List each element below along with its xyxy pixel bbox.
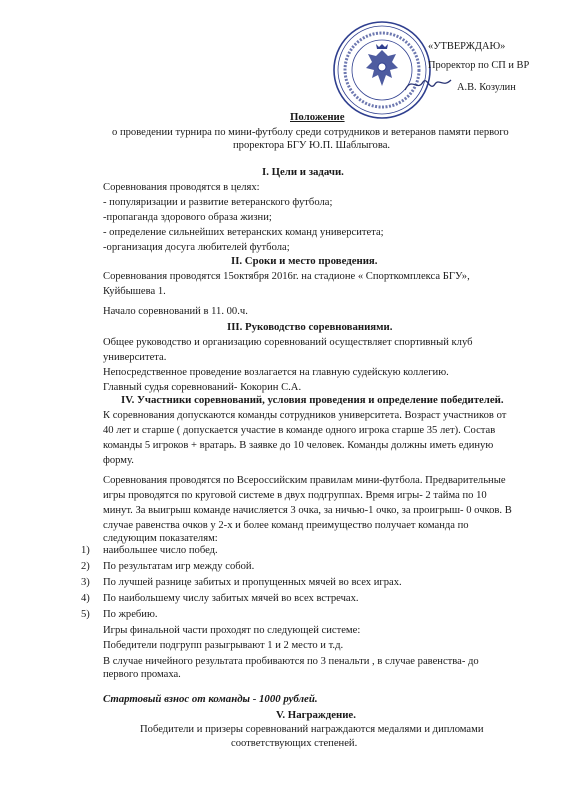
list-item-number: 2): [81, 561, 90, 572]
section-2-line: Куйбышева 1.: [103, 286, 166, 297]
approval-title: «УТВЕРЖДАЮ»: [428, 41, 506, 52]
section-1-heading: I. Цели и задачи.: [262, 166, 344, 178]
list-item: [81, 592, 359, 605]
section-2-line: Соревнования проводятся 15октября 2016г. на стадионе « Спорткомплекса БГУ»,: [103, 271, 470, 282]
list-item: [81, 576, 402, 589]
list-item-text: По наибольшему числу забитых мячей во всех встречах.: [103, 593, 359, 604]
section-1-line: -организация досуга любителей футбола;: [103, 242, 290, 253]
document-title: Положение: [290, 111, 345, 123]
section-2-heading: II. Сроки и место проведения.: [231, 255, 378, 267]
section-1-line: - популяризации и развитие ветеранского футбола;: [103, 197, 333, 208]
section-4-para2-line: Соревнования проводятся по Всероссийским правилам мини-футбола. Предварительные: [103, 475, 506, 486]
section-3-line: Общее руководство и организацию соревнований осуществляет спортивный клуб: [103, 337, 473, 348]
list-item-text: наибольшее число побед.: [103, 545, 218, 556]
list-item-text: По жребию.: [103, 609, 158, 620]
document-subtitle-line2: проректора БГУ Ю.П. Шаблыгова.: [233, 140, 391, 151]
section-2-line: Начало соревнований в 11. 00.ч.: [103, 306, 248, 317]
section-5-line: Победители и призеры соревнований награждаются медалями и дипломами: [140, 724, 484, 735]
list-item: [81, 608, 158, 621]
section-4-para2-line: следующим показателям:: [103, 533, 218, 544]
section-5-heading: V. Награждение.: [276, 709, 356, 721]
section-4-para1-line: 40 лет и старше ( допускается участие в команде одного игрока старше 35 лет). Состав: [103, 425, 496, 436]
list-item-number: 1): [81, 545, 90, 556]
signature-icon: [402, 72, 454, 96]
section-3-line: Непосредственное проведение возлагается на главную судейскую коллегию.: [103, 367, 449, 378]
section-1-line: - определение сильнейших ветеранских команд университета;: [103, 227, 384, 238]
section-4-para1-line: команды 5 игроков + вратарь. В заявке до 10 человек. Команды должны иметь единую: [103, 440, 494, 451]
approval-position: Проректор по СП и ВР: [428, 60, 530, 71]
document-subtitle-line1: о проведении турнира по мини-футболу среди сотрудников и ветеранов памяти первого: [112, 127, 509, 138]
section-4-heading: IV. Участники соревнований, условия проведения и определение победителей.: [121, 394, 504, 406]
list-item: [81, 560, 254, 573]
section-4-para2-line: игры проводятся по круговой системе в двух подгруппах. Время игры- 2 тайма по 10: [103, 490, 487, 501]
section-4-draw-line: В случае ничейного результата пробиваются по 3 пенальти , в случае равенства- до: [103, 656, 479, 667]
section-3-line: Главный судья соревнований- Кокорин С.А.: [103, 382, 302, 393]
list-item: [81, 544, 218, 557]
list-item-number: 4): [81, 593, 90, 604]
section-1-line: -пропаганда здорового образа жизни;: [103, 212, 272, 223]
official-seal-icon: [332, 20, 432, 120]
list-item-text: По лучшей разнице забитых и пропущенных мячей во всех играх.: [103, 577, 402, 588]
section-4-draw-line: первого промаха.: [103, 669, 181, 680]
list-item-number: 3): [81, 577, 90, 588]
entry-fee: Стартовый взнос от команды - 1000 рублей.: [103, 693, 318, 705]
section-4-para1-line: форму.: [103, 455, 134, 466]
section-5-line: соответствующих степеней.: [231, 738, 358, 749]
section-3-heading: III. Руководство соревнованиями.: [227, 321, 393, 333]
list-item-number: 5): [81, 609, 90, 620]
section-1-line: Соревнования проводятся в целях:: [103, 182, 260, 193]
section-3-line: университета.: [103, 352, 167, 363]
section-4-finals-line: Игры финальной части проходят по следующей системе:: [103, 625, 361, 636]
approval-name: А.В. Козулин: [457, 82, 516, 93]
section-4-finals-line: Победители подгрупп разыгрывают 1 и 2 место и т.д.: [103, 640, 344, 651]
section-4-para2-line: минут. За выигрыш команде начисляется 3 очка, за ничью-1 очко, за проигрыш- 0 очков. В: [103, 505, 512, 516]
list-item-text: По результатам игр между собой.: [103, 561, 255, 572]
section-4-para2-line: случае равенства очков у 2-х и более команд преимущество получает команда по: [103, 520, 469, 531]
section-4-para1-line: К соревнования допускаются команды сотрудников университета. Возраст участников от: [103, 410, 507, 421]
